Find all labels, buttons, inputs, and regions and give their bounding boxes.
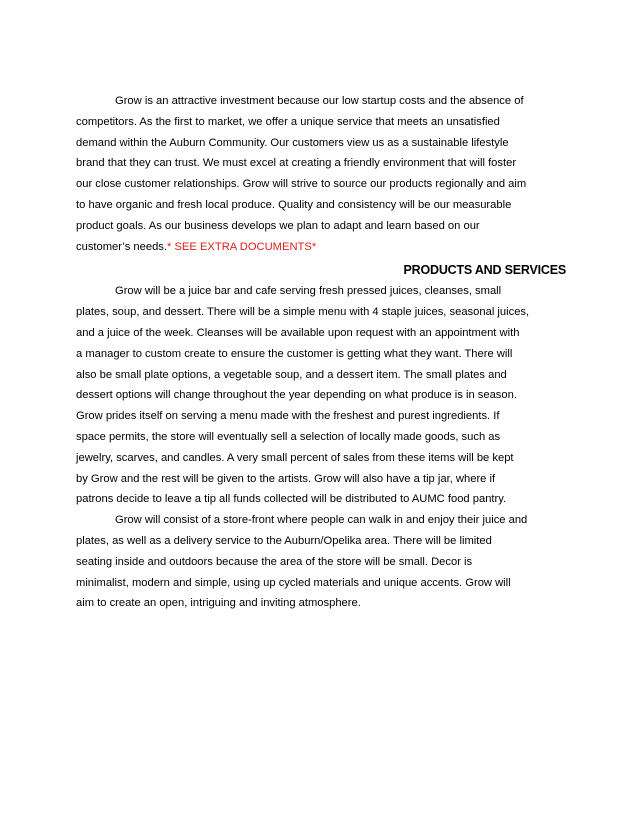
paragraph-line: jewelry, scarves, and candles. A very small percent of sales from these items will be kept bbox=[76, 451, 514, 464]
paragraph-line: to have organic and fresh local produce. Quality and consistency will be our measurable bbox=[76, 198, 512, 211]
paragraph-line: seating inside and outdoors because the area of the store will be small. Decor is bbox=[76, 555, 473, 568]
document-body bbox=[76, 91, 566, 614]
paragraph-line: aim to create an open, intriguing and inviting atmosphere. bbox=[76, 597, 361, 610]
paragraph-line: brand that they can trust. We must excel at creating a friendly environment that will foster bbox=[76, 157, 517, 170]
paragraph-line: plates, soup, and dessert. There will be a simple menu with 4 staple juices, seasonal juices, bbox=[76, 306, 530, 319]
intro-paragraph bbox=[76, 91, 566, 257]
paragraph-line: Grow prides itself on serving a menu made with the freshest and purest ingredients. If bbox=[76, 410, 500, 423]
paragraph-line: demand within the Auburn Community. Our customers view us as a sustainable lifestyle bbox=[76, 136, 509, 149]
paragraph-line: our close customer relationships. Grow will strive to source our products regionally and aim bbox=[76, 178, 527, 191]
paragraph-line: a manager to custom create to ensure the customer is getting what they want. There will bbox=[76, 347, 513, 360]
paragraph-last-line bbox=[76, 237, 566, 258]
paragraph-line: Grow will consist of a store-front where people can walk in and enjoy their juice and bbox=[115, 514, 528, 527]
paragraph-line: space permits, the store will eventually sell a selection of locally made goods, such as bbox=[76, 430, 501, 443]
paragraph-line: also be small plate options, a vegetable soup, and a dessert item. The small plates and bbox=[76, 368, 507, 381]
paragraph-line: minimalist, modern and simple, using up cycled materials and unique accents. Grow will bbox=[76, 576, 511, 589]
extra-documents-note: * SEE EXTRA DOCUMENTS* bbox=[167, 240, 317, 253]
paragraph-line: patrons decide to leave a tip all funds collected will be distributed to AUMC food pantry. bbox=[76, 493, 507, 506]
section-heading: PRODUCTS AND SERVICES bbox=[403, 263, 566, 278]
paragraph-line: product goals. As our business develops we plan to adapt and learn based on our bbox=[76, 219, 480, 232]
storefront-paragraph bbox=[76, 510, 566, 614]
paragraph-line: and a juice of the week. Cleanses will be available upon request with an appointment with bbox=[76, 326, 520, 339]
paragraph-line: competitors. As the first to market, we offer a unique service that meets an unsatisfied bbox=[76, 115, 500, 128]
paragraph-line: dessert options will change throughout the year depending on what produce is in season. bbox=[76, 389, 517, 402]
paragraph-line: by Grow and the rest will be given to the artists. Grow will also have a tip jar, where if bbox=[76, 472, 496, 485]
paragraph-line: Grow will be a juice bar and cafe serving fresh pressed juices, cleanses, small bbox=[115, 285, 502, 298]
paragraph-line: Grow is an attractive investment because our low startup costs and the absence of bbox=[115, 95, 524, 107]
paragraph-line-text: customer’s needs. bbox=[76, 240, 167, 253]
paragraph-line: plates, as well as a delivery service to the Auburn/Opelika area. There will be limited bbox=[76, 534, 492, 547]
products-services-paragraph bbox=[76, 281, 566, 510]
